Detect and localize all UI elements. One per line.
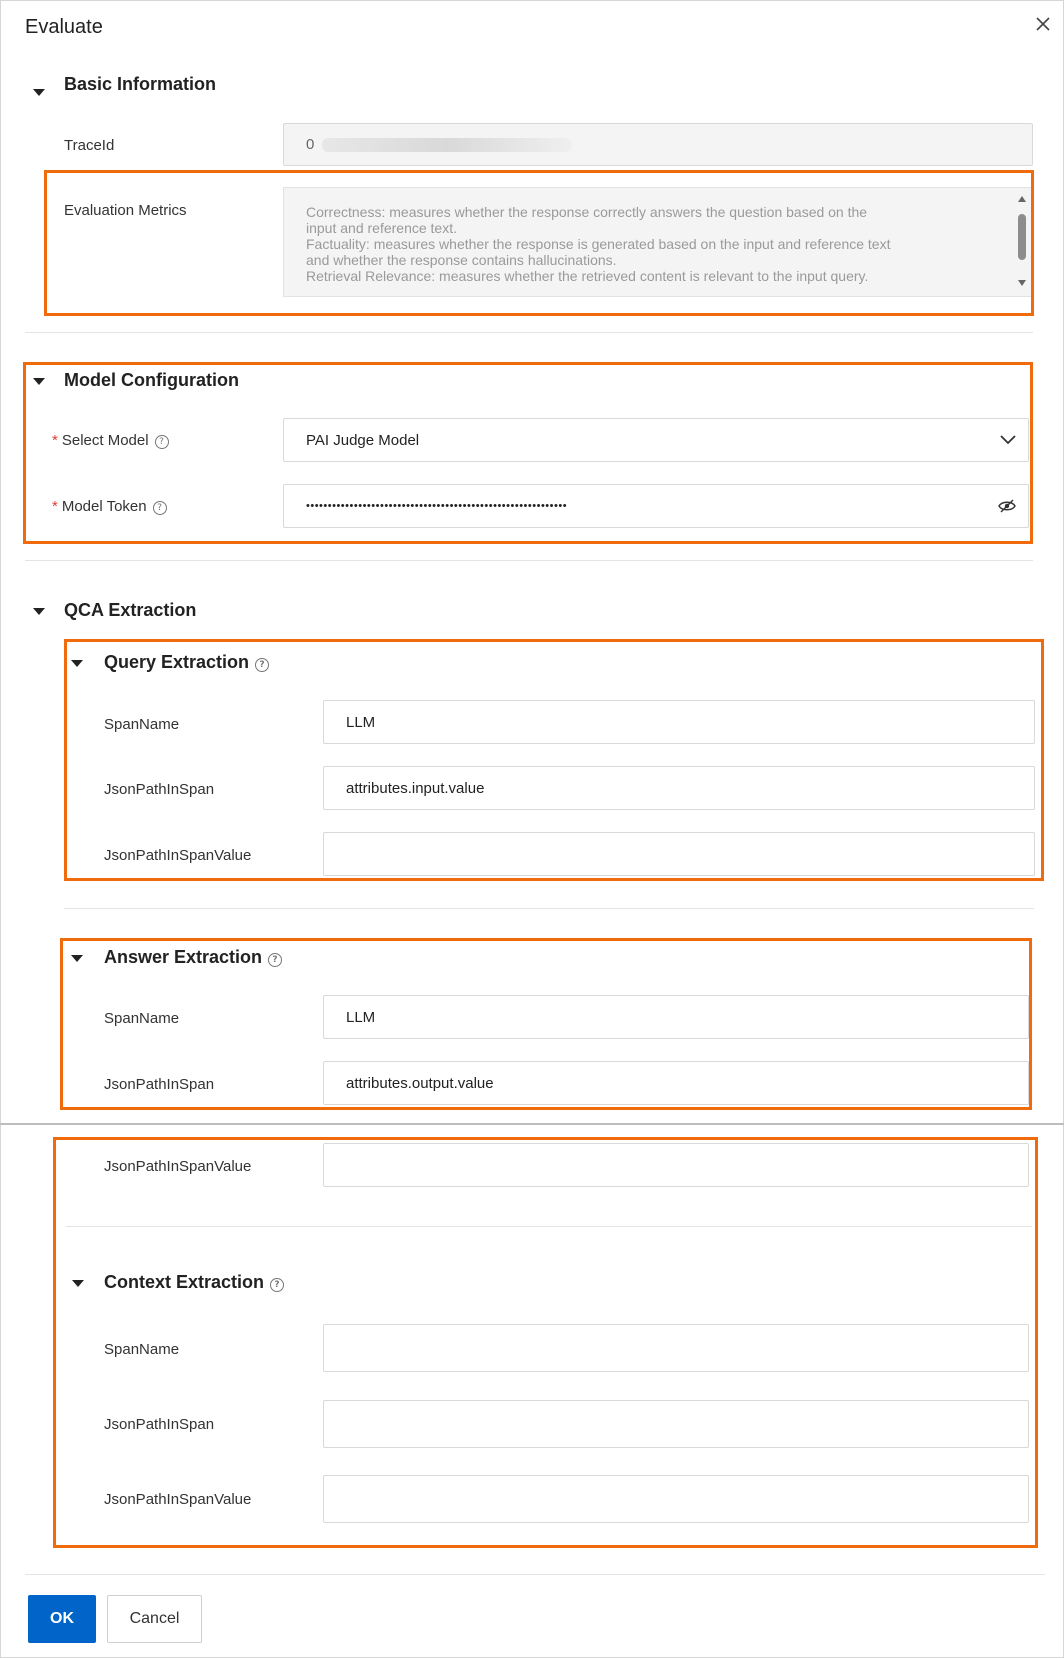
cancel-button[interactable]: Cancel <box>107 1595 202 1643</box>
query-extraction-heading: Query Extraction ? <box>104 652 269 673</box>
context-jsonpath-label: JsonPathInSpan <box>104 1416 215 1433</box>
evaluation-metrics-label: Evaluation Metrics <box>64 202 187 219</box>
dialog-title: Evaluate <box>25 16 103 38</box>
answer-spanname-label: SpanName <box>104 1010 180 1027</box>
answer-extraction-heading: Answer Extraction ? <box>104 947 282 968</box>
section-basic-heading: Basic Information <box>64 74 217 94</box>
collapse-caret-icon[interactable] <box>33 89 45 96</box>
model-token-value: •••••••••••••••••••••••••••••••••••••••••••••••••••••••••••• <box>306 500 568 512</box>
query-spanname-value: LLM <box>346 713 376 731</box>
section-model-heading: Model Configuration <box>64 370 239 390</box>
section-qca-heading: QCA Extraction <box>64 600 197 620</box>
answer-jsonpathvalue-label: JsonPathInSpanValue <box>104 1158 252 1175</box>
highlight-box-query <box>64 639 1044 881</box>
model-token-text: Model Token <box>61 498 147 515</box>
divider <box>25 560 1033 561</box>
traceid-label: TraceId <box>64 137 115 154</box>
select-model-value: PAI Judge Model <box>306 431 420 449</box>
divider <box>25 332 1033 333</box>
answer-jsonpath-label: JsonPathInSpan <box>104 1076 215 1093</box>
required-asterisk: * <box>52 432 58 449</box>
traceid-value: 0 <box>306 136 315 153</box>
help-icon[interactable]: ? <box>153 501 167 515</box>
footer-divider <box>25 1574 1045 1575</box>
traceid-redacted <box>322 138 572 152</box>
metrics-line: Retrieval Relevance: measures whether the retrieved content is relevant to the input query. <box>306 268 869 284</box>
query-jsonpath-label: JsonPathInSpan <box>104 781 215 798</box>
query-jsonpath-value: attributes.input.value <box>346 779 485 797</box>
answer-spanname-value: LLM <box>346 1008 376 1026</box>
help-icon[interactable]: ? <box>268 953 282 967</box>
required-asterisk: * <box>52 498 58 515</box>
context-extraction-heading: Context Extraction ? <box>104 1272 284 1293</box>
highlight-box-answer <box>60 938 1032 1110</box>
highlight-box-model <box>23 362 1033 544</box>
collapse-caret-icon[interactable] <box>33 608 45 615</box>
select-model-text: Select Model <box>61 432 149 449</box>
help-icon[interactable]: ? <box>270 1278 284 1292</box>
metrics-line: and whether the response contains hallucinations. <box>306 252 617 268</box>
query-jsonpathvalue-label: JsonPathInSpanValue <box>104 847 252 864</box>
highlight-box-metrics <box>44 170 1034 316</box>
ok-button[interactable]: OK <box>28 1595 96 1643</box>
metrics-line: input and reference text. <box>306 220 457 236</box>
context-jsonpathvalue-label: JsonPathInSpanValue <box>104 1491 252 1508</box>
query-spanname-label: SpanName <box>104 716 180 733</box>
answer-jsonpath-value: attributes.output.value <box>346 1074 494 1092</box>
highlight-box-context <box>53 1137 1038 1548</box>
divider <box>64 908 1034 909</box>
metrics-line: Correctness: measures whether the response correctly answers the question based on the <box>306 204 868 220</box>
screenshot-split-line <box>0 1123 1064 1125</box>
traceid-field <box>283 123 1033 166</box>
help-icon[interactable]: ? <box>155 435 169 449</box>
close-icon[interactable] <box>1033 14 1053 34</box>
context-spanname-label: SpanName <box>104 1341 180 1358</box>
help-icon[interactable]: ? <box>255 658 269 672</box>
metrics-line: Factuality: measures whether the response is generated based on the input and reference text <box>306 236 891 252</box>
